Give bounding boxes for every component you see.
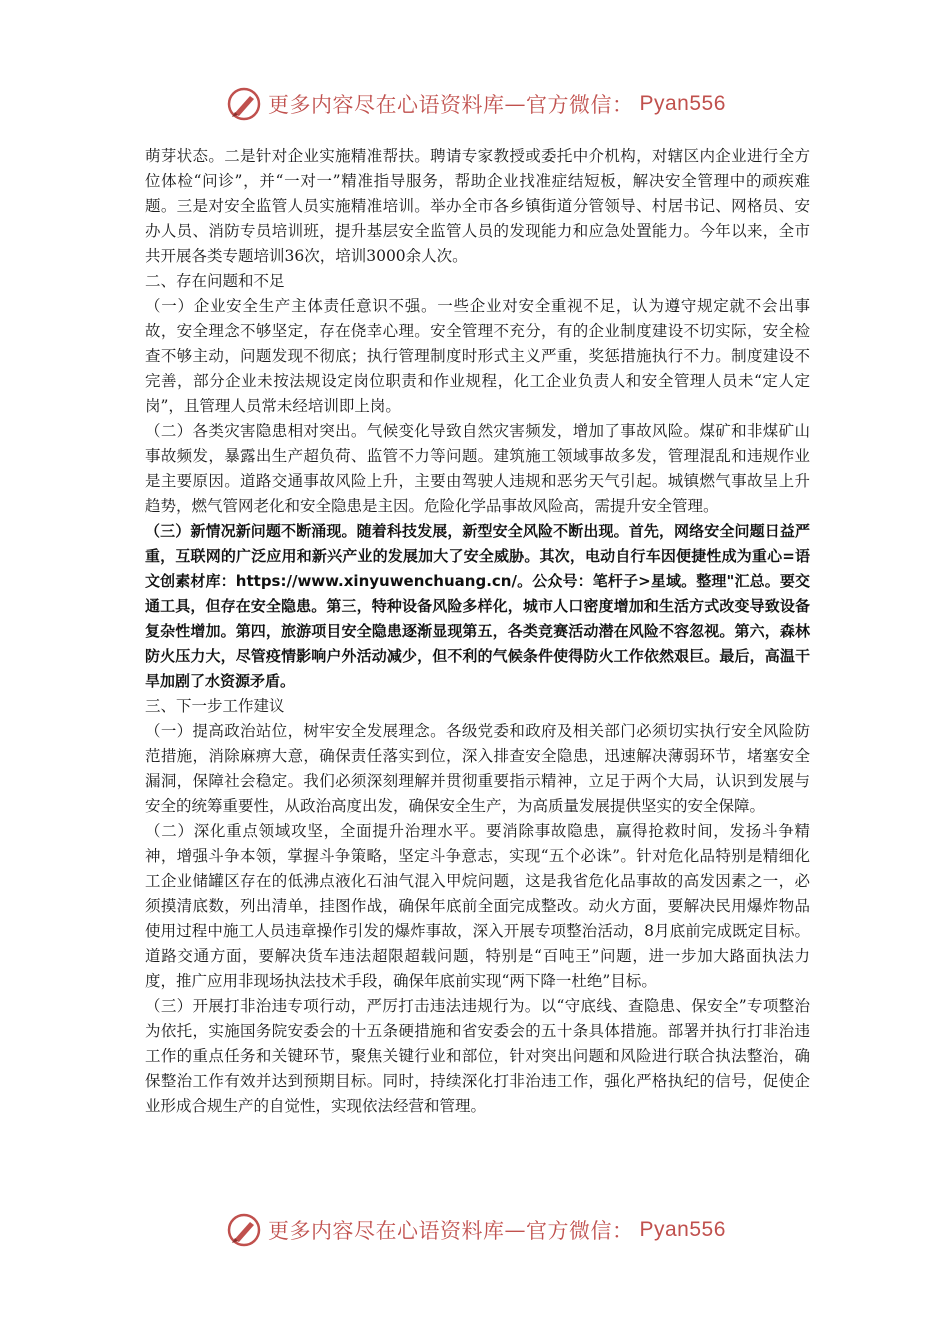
paragraph-problem-3: （三）新情况新问题不断涌现。随着科技发展，新型安全风险不断出现。首先，网络安全问题日益严重，互联网的广泛应用和新兴产业的发展加大了安全威胁。其次，电动自行车因便捷性成为重心=语文创素材库：https://www.xinyuwenchuang.cn/。公众号：笔杆子>星域。整理"汇总。要交通工具，但存在安全隐患。第三，特种设备风险多样化，城市人口密度增加和生活方式改变导致设备复杂性增加。第四，旅游项目安全隐患逐渐显现第五，各类竞赛活动潜在风险不容忽视。第六，森林防火压力大，尽管疫情影响户外活动减少，但不利的气候条件使得防火工作依然艰巨。最后，高温干旱加剧了水资源矛盾。 bbox=[145, 522, 810, 690]
paragraph-problem-2: （二）各类灾害隐患相对突出。气候变化导致自然灾害频发，增加了事故风险。煤矿和非煤矿山事故频发，暴露出生产超负荷、监管不力等问题。建筑施工领域事故多发，管理混乱和违规作业是主要原因。道路交通事故风险上升，主要由驾驶人违规和恶劣天气引起。城镇燃气事故呈上升趋势，燃气管网老化和安全隐患是主因。危险化学品事故风险高，需提升安全管理。 bbox=[145, 422, 810, 515]
pen-logo-icon bbox=[226, 1212, 262, 1248]
paragraph-intro: 萌芽状态。二是针对企业实施精准帮扶。聘请专家教授或委托中介机构，对辖区内企业进行全方位体检“问诊”，并“一对一”精准指导服务，帮助企业找准症结短板，解决安全管理中的顽疾难题。三是对安全监管人员实施精准培训。举办全市各乡镇街道分管领导、村居书记、网格员、安办人员、消防专员培训班，提升基层安全监管人员的发现能力和应急处置能力。今年以来，全市共开展各类专题培训36次，培训3000余人次。 bbox=[145, 147, 810, 265]
banner-official: 官方微信： bbox=[526, 1219, 634, 1243]
banner-dash: — bbox=[504, 92, 526, 116]
footer-banner bbox=[226, 1210, 726, 1250]
banner-brand: 更多内容尽在心语资料库 bbox=[268, 93, 505, 117]
paragraph-suggestion-2: （二）深化重点领域攻坚，全面提升治理水平。要消除事故隐患，赢得抢救时间，发扬斗争精神，增强斗争本领，掌握斗争策略，坚定斗争意志，实现“五个必诛”。针对危化品特别是精细化工企业储罐区存在的低沸点液化石油气混入甲烷问题，这是我省危化品事故的高发因素之一，必须摸清底数，列出清单，挂图作战，确保年底前全面完成整改。动火方面，要解决民用爆炸物品使用过程中施工人员违章操作引发的爆炸事故，深入开展专项整治活动，8月底前完成既定目标。道路交通方面，要解决货车违法超限超载问题，特别是“百吨王”问题，进一步加大路面执法力度，推广应用非现场执法技术手段，确保年底前实现“两下降一杜绝”目标。 bbox=[145, 822, 810, 990]
paragraph-suggestion-1: （一）提高政治站位，树牢安全发展理念。各级党委和政府及相关部门必须切实执行安全风险防范措施，消除麻痹大意，确保责任落实到位，深入排查安全隐患，迅速解决薄弱环节，堵塞安全漏洞，保障社会稳定。我们必须深刻理解并贯彻重要指示精神，立足于两个大局，认识到发展与安全的统筹重要性，从政治高度出发，确保安全生产，为高质量发展提供坚实的安全保障。 bbox=[145, 722, 810, 815]
header-banner bbox=[226, 84, 726, 124]
banner-official: 官方微信： bbox=[526, 93, 634, 117]
paragraph-suggestion-3: （三）开展打非治违专项行动，严厉打击违法违规行为。以“守底线、查隐患、保安全”专项整治为依托，实施国务院安委会的十五条硬措施和省安委会的五十条具体措施。部署并执行打非治违工作的重点任务和关键环节，聚焦关键行业和部位，针对突出问题和风险进行联合执法整治，确保整治工作有效并达到预期目标。同时，持续深化打非治违工作，强化严格执纪的信号，促使企业形成合规生产的自觉性，实现依法经营和管理。 bbox=[145, 997, 810, 1115]
banner-brand: 更多内容尽在心语资料库 bbox=[268, 1219, 505, 1243]
banner-wechat-id: Pyan556 bbox=[639, 1218, 726, 1241]
banner-dash: — bbox=[504, 1218, 526, 1242]
pen-logo-icon bbox=[226, 86, 262, 122]
section-heading-problems: 二、存在问题和不足 bbox=[145, 272, 285, 290]
document-body bbox=[145, 144, 810, 1119]
paragraph-problem-1: （一）企业安全生产主体责任意识不强。一些企业对安全重视不足，认为遵守规定就不会出事故，安全理念不够坚定，存在侥幸心理。安全管理不充分，有的企业制度建设不切实际，安全检查不够主动，问题发现不彻底；执行管理制度时形式主义严重，奖惩措施执行不力。制度建设不完善，部分企业未按法规设定岗位职责和作业规程，化工企业负责人和安全管理人员未“定人定岗”，且管理人员常未经培训即上岗。 bbox=[145, 297, 810, 415]
section-heading-suggestions: 三、下一步工作建议 bbox=[145, 697, 285, 715]
banner-wechat-id: Pyan556 bbox=[639, 92, 726, 115]
